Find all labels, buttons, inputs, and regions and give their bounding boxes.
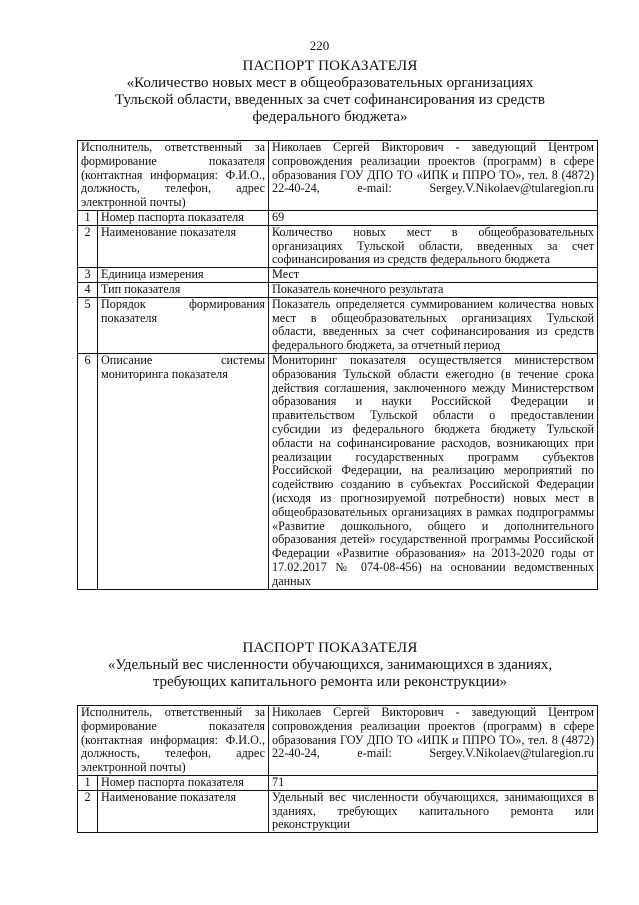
page-number: 220 [309, 38, 330, 53]
row-value: 71 [269, 775, 598, 790]
row-value: Мониторинг показателя осуществляется министерством образования Тульской области ежегодно (в течение срока действия соглашения, заключенного между Министерством образования и науки Российской Федерации и правительством Тульской области о предоставлении субсидии из федерального бюджета бюджету Тульской области на софинансирование расходов, возникающих при реализации государственных программ субъектов Российской Федерации, на реализацию мероприятий по содействию созданию в субъектах Российской Федерации (исходя из прогнозируемой потребности) новых мест в общеобразовательных организациях в рамках подпрограммы «Развитие дошкольного, общего и дополнительного образования детей» государственной программы Российской Федерации «Развитие образования» на 2013-2020 годы от 17.02.2017 № 074-08-456) на основании ведомственных данных [269, 353, 598, 589]
row-label: Номер паспорта показателя [98, 775, 269, 790]
table-row [78, 297, 598, 353]
table-row [78, 790, 598, 832]
section-2-subtitle-line-1: «Удельный вес численности обучающихся, занимающихся в зданиях, [107, 657, 553, 673]
row-label: Наименование показателя [98, 790, 269, 832]
section-2-subtitle-line-2: требующих капитального ремонта или реконструкции» [152, 674, 508, 690]
row-label: Порядок формирования показателя [98, 297, 269, 353]
row-value: 69 [269, 210, 598, 225]
table-row [78, 141, 598, 211]
executor-label: Исполнитель, ответственный за формирование показателя (контактная информация: Ф.И.О., должность, телефон, адрес электронной почты) [78, 706, 269, 776]
row-label: Единица измерения [98, 268, 269, 283]
row-label: Тип показателя [98, 282, 269, 297]
row-value: Показатель определяется суммированием количества новых мест в общеобразовательных организациях Тульской области, введенных за счет софинансирования из средств федерального бюджета, за отчетный период [269, 297, 598, 353]
section-2-title: ПАСПОРТ ПОКАЗАТЕЛЯ [242, 640, 418, 656]
table-row [78, 775, 598, 790]
section-1-subtitle-line-3: федерального бюджета» [252, 109, 408, 125]
row-number: 6 [78, 353, 98, 589]
row-number: 3 [78, 268, 98, 283]
section-1-title: ПАСПОРТ ПОКАЗАТЕЛЯ [242, 58, 418, 74]
row-number: 4 [78, 282, 98, 297]
executor-value: Николаев Сергей Викторович - заведующий Центром сопровождения реализации проектов (программ) в сфере образования ГОУ ДПО ТО «ИПК и ППРО ТО», тел. 8 (4872) 22-40-24, e-mail: Sergey.V.Nikolaev@tularegion.ru [269, 141, 598, 211]
table-row [78, 210, 598, 225]
section-2-passport-table [77, 705, 598, 833]
row-number: 1 [78, 775, 98, 790]
table-row [78, 282, 598, 297]
row-number: 1 [78, 210, 98, 225]
row-label: Наименование показателя [98, 225, 269, 267]
section-1-heading [60, 58, 600, 126]
row-value: Мест [269, 268, 598, 283]
executor-value: Николаев Сергей Викторович - заведующий Центром сопровождения реализации проектов (программ) в сфере образования ГОУ ДПО ТО «ИПК и ППРО ТО», тел. 8 (4872) 22-40-24, e-mail: Sergey.V.Nikolaev@tularegion.ru [269, 706, 598, 776]
row-label: Номер паспорта показателя [98, 210, 269, 225]
section-1-passport-table [77, 140, 598, 590]
row-value: Количество новых мест в общеобразовательных организациях Тульской области, введенных за счет софинансирования из средств федерального бюджета [269, 225, 598, 267]
section-1-subtitle-line-1: «Количество новых мест в общеобразовательных организациях [126, 75, 534, 91]
table-row [78, 706, 598, 776]
section-2-heading [60, 640, 600, 691]
row-value: Удельный вес численности обучающихся, занимающихся в зданиях, требующих капитального ремонта или реконструкции [269, 790, 598, 832]
table-row [78, 268, 598, 283]
row-number: 2 [78, 225, 98, 267]
executor-label: Исполнитель, ответственный за формирование показателя (контактная информация: Ф.И.О., должность, телефон, адрес электронной почты) [78, 141, 269, 211]
table-row [78, 353, 598, 589]
table-row [78, 225, 598, 267]
row-label: Описание системы мониторинга показателя [98, 353, 269, 589]
section-1-subtitle-line-2: Тульской области, введенных за счет софинансирования из средств [115, 92, 545, 108]
row-number: 5 [78, 297, 98, 353]
row-number: 2 [78, 790, 98, 832]
row-value: Показатель конечного результата [269, 282, 598, 297]
